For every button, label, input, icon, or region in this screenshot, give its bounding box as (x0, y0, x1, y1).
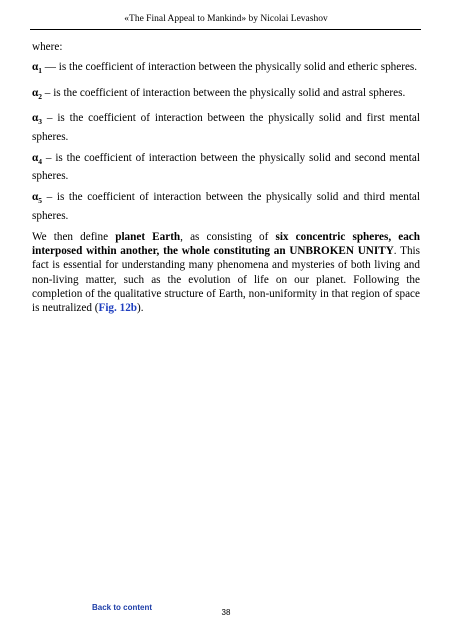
emphasis-six-spheres: six concentric spheres, each interposed within another, the whole constituting an UNBROKEN UNITY (32, 231, 420, 258)
page-number: 38 (221, 608, 231, 617)
coefficient-symbol: $\alpha_3$ (32, 112, 42, 127)
coefficient-definition: $\alpha_5$ – is the coefficient of interaction between the physically solid and third mental spheres. (32, 191, 420, 222)
coefficient-text: is the coefficient of interaction between the physically solid and third mental spheres. (32, 191, 420, 222)
coefficient-definition: $\alpha_3$ – is the coefficient of interaction between the physically solid and first mental spheres. (32, 112, 421, 143)
coefficient-definition: $\alpha_2$ – is the coefficient of interaction between the physically solid and astral spheres. (32, 86, 406, 101)
coefficient-text: is the coefficient of interaction between the physically solid and astral spheres. (53, 86, 406, 99)
coefficient-symbol: $\alpha_4$ (32, 151, 42, 166)
coefficient-symbol: $\alpha_2$ (32, 86, 42, 101)
coefficient-definition: $\alpha_1$ — is the coefficient of interaction between the physically solid and etheric spheres. (32, 61, 418, 76)
coefficient-text: is the coefficient of interaction between the physically solid and etheric spheres. (58, 61, 418, 74)
earth-definition-paragraph: We then define planet Earth, as consisting of six concentric spheres, each interposed within another, the whole constituting an UNBROKEN UNITY. This fact is essential for understanding many phenomena and mysteries of both living and non-living matter, such as the evolution of life on our planet. Following the completion of the qualitative structure of Earth, non-uniformity in that region of space is neutralized (Fig. 12b). (32, 231, 421, 315)
coefficient-symbol: $\alpha_1$ (32, 61, 42, 76)
emphasis-planet-earth: planet Earth (115, 231, 181, 243)
coefficient-symbol: $\alpha_5$ (32, 191, 42, 206)
coefficient-definition: $\alpha_4$ – is the coefficient of interaction between the physically solid and second mental spheres. (32, 151, 420, 183)
where-label: where: (32, 41, 63, 53)
coefficient-text: is the coefficient of interaction between the physically solid and first mental spheres. (32, 112, 421, 143)
figure-link[interactable]: Fig. 12b (98, 302, 138, 315)
coefficient-text: is the coefficient of interaction between the physically solid and second mental spheres. (32, 151, 420, 183)
back-to-content-link[interactable]: Back to content (92, 603, 153, 612)
page-header: «The Final Appeal to Mankind» by Nicolai Levashov (124, 14, 328, 24)
page-content (32, 40, 420, 322)
header-divider (30, 29, 421, 30)
